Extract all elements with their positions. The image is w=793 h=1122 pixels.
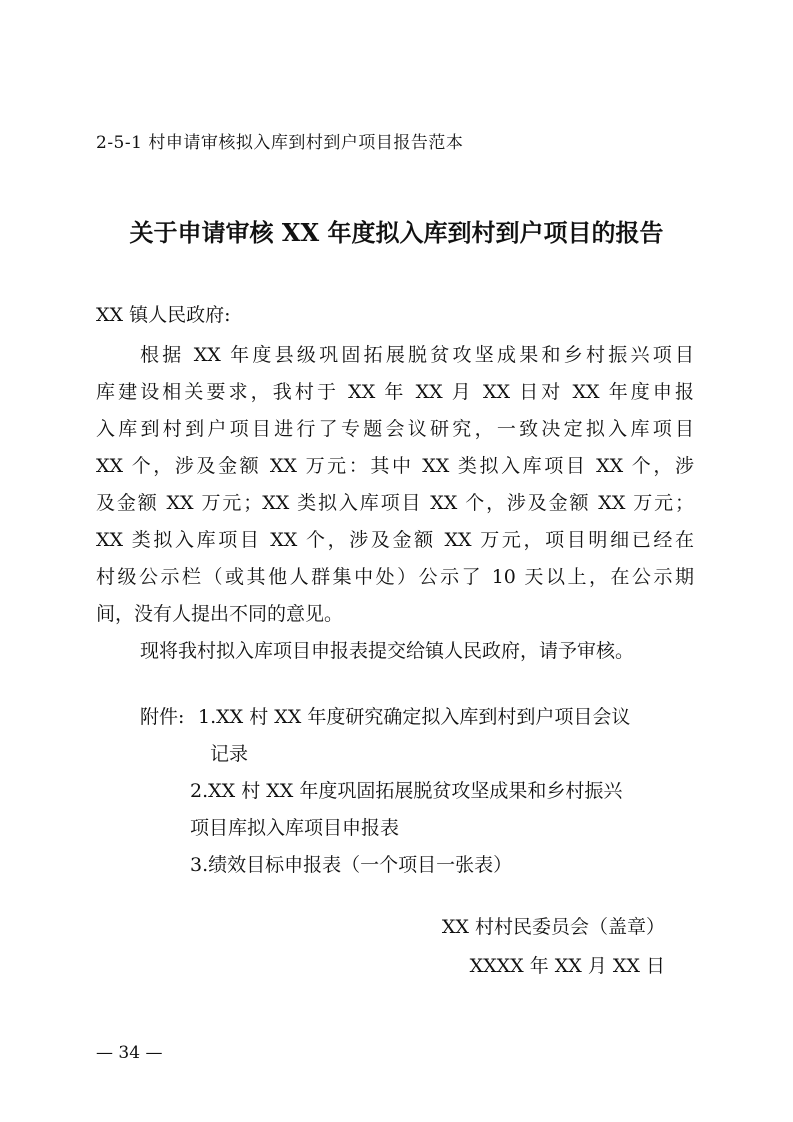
body-line: 及金额 XX 万元；XX 类拟入库项目 XX 个，涉及金额 XX 万元； <box>96 492 694 514</box>
attachment-item-1: 1.XX 村 XX 年度研究确定拟入库到村到户项目会议 <box>198 706 631 728</box>
body-line: XX 类拟入库项目 XX 个，涉及金额 XX 万元，项目明细已经在 <box>96 529 694 551</box>
body-line: 村级公示栏（或其他人群集中处）公示了 10 天以上，在公示期 <box>96 566 694 588</box>
attachment-item-2-cont: 项目库拟入库项目申报表 <box>190 817 400 839</box>
body-line: 根据 XX 年度县级巩固拓展脱贫攻坚成果和乡村振兴项目 <box>140 344 694 366</box>
section-label: 2-5-1 村申请审核拟入库到村到户项目报告范本 <box>96 133 464 153</box>
attachments-label: 附件: <box>140 706 185 728</box>
page-number: — 34 — <box>96 1043 163 1063</box>
signature-date: XXXX 年 XX 月 XX 日 <box>469 955 665 977</box>
closing-paragraph: 现将我村拟入库项目申报表提交给镇人民政府，请予审核。 <box>140 640 635 662</box>
body-line: XX 个，涉及金额 XX 万元：其中 XX 类拟入库项目 XX 个，涉 <box>96 455 694 477</box>
signature-organization: XX 村村民委员会（盖章） <box>441 916 665 938</box>
attachment-item-3: 3.绩效目标申报表（一个项目一张表） <box>190 854 513 876</box>
salutation: XX 镇人民政府: <box>96 304 231 326</box>
attachment-item-1-cont: 记录 <box>210 743 249 765</box>
body-line: 间，没有人提出不同的意见。 <box>96 603 344 625</box>
page-title: 关于申请审核 XX 年度拟入库到村到户项目的报告 <box>129 218 664 247</box>
body-line: 库建设相关要求，我村于 XX 年 XX 月 XX 日对 XX 年度申报 <box>96 381 694 403</box>
attachment-item-2: 2.XX 村 XX 年度巩固拓展脱贫攻坚成果和乡村振兴 <box>190 780 623 802</box>
body-line: 入库到村到户项目进行了专题会议研究，一致决定拟入库项目 <box>96 418 694 440</box>
